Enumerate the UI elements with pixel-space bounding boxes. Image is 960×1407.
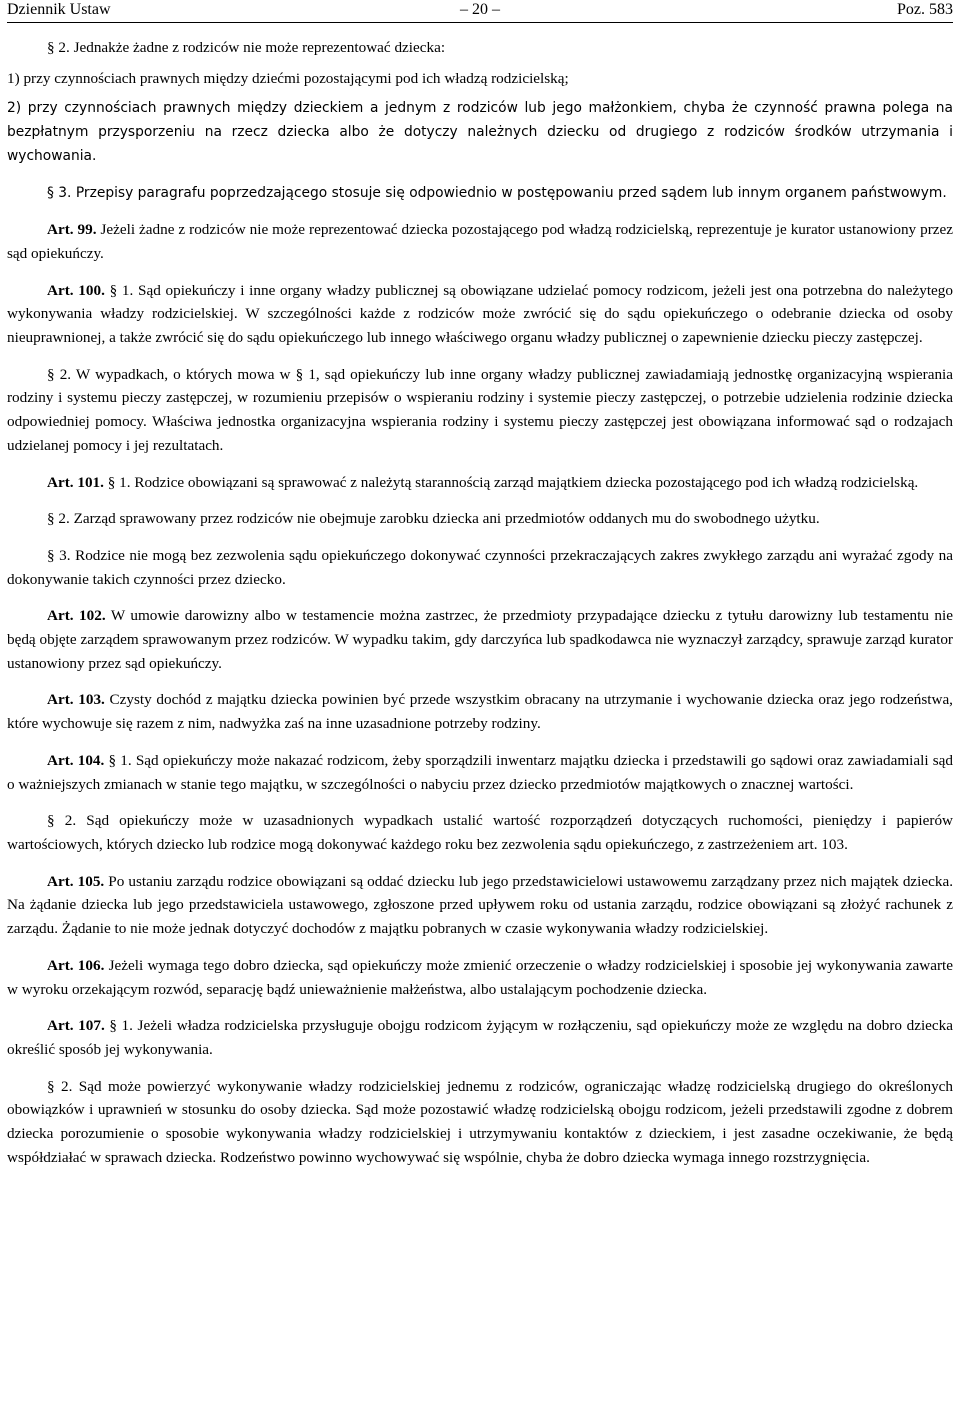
article-107-section-2: [7, 1075, 953, 1170]
list-number: 1): [7, 69, 20, 87]
page-number: – 20 –: [460, 1, 500, 18]
article-text: Jeżeli wymaga tego dobro dziecka, sąd opiekuńczy może zmienić orzeczenie o władzy rodzicielskiej i sposobie jej wykonywania zawarte w wyroku orzekającym rozwód, separację bądź unieważnienie małżeństwa, albo ustalającym pochodzenie dziecka.: [7, 956, 953, 998]
list-item-2: [7, 97, 953, 168]
paragraph-section-3: [7, 182, 953, 206]
article-107: [7, 1014, 953, 1061]
list-item-1: [7, 67, 953, 91]
article-text: Czysty dochód z majątku dziecka powinien być przede wszystkim obracany na utrzymanie i wychowanie dziecka oraz jego rodzeństwa, które wychowuje się razem z nim, nadwyżka zaś na inne uzasadnione potrzeby rodziny.: [7, 691, 953, 733]
article-99: [7, 218, 953, 265]
paragraph-prefix: § 2.: [47, 39, 70, 56]
document-page: [7, 0, 953, 1169]
article-number: Art. 100.: [47, 281, 105, 299]
list-text: przy czynnościach prawnych między dziećmi pozostającymi pod ich władzą rodzicielską;: [19, 69, 569, 87]
article-number: Art. 104.: [47, 751, 105, 769]
paragraph-prefix: § 2.: [47, 365, 72, 383]
article-100: [7, 279, 953, 350]
article-text: § 1. Rodzice obowiązani są sprawować z należytą starannością zarząd majątkiem dziecka pozostającego pod ich władzą rodzicielską.: [103, 473, 919, 491]
paragraph-text: Rodzice nie mogą bez zezwolenia sądu opiekuńczego dokonywać czynności przekraczających zakres zwykłego zarządu ani wyrażać zgody na dokonywanie takich czynności przez dziecko.: [7, 546, 954, 588]
article-text: Po ustaniu zarządu rodzice obowiązani są oddać dziecku lub jego przedstawicielowi ustawowemu zarządzany przez nich majątek dziecka. Na żądanie dziecka lub jego przedstawiciela ustawowego, zgłoszone przed upływem roku od ustania zarządu, rodzice obowiązani są złożyć rachunek z zarządu. Żądanie to nie może jednak dotyczyć dochodów z majątku pobranych w czasie wykonywania władzy rodzicielskiej.: [7, 872, 953, 938]
paragraph-prefix: § 3.: [47, 184, 72, 201]
article-text: § 1. Sąd opiekuńczy i inne organy władzy publicznej są obowiązane udzielać pomocy rodzicom, jeżeli jest ona potrzebna do należytego wykonywania władzy rodzicielskiej. W szczególności każde z rodziców może zwrócić się do sądu opiekuńczego o odebranie dziecka od osoby nieuprawnionej, a także zwrócić się do sądu opiekuńczego lub innego właściwego organu władzy publicznej o zapewnienie dziecku pieczy zastępczej.: [7, 281, 953, 347]
article-105: [7, 870, 953, 941]
article-104: [7, 749, 953, 796]
article-101-section-2: [7, 507, 953, 531]
article-100-section-2: [7, 363, 953, 458]
article-101-section-3: [7, 544, 953, 591]
journal-title: Dziennik Ustaw: [7, 1, 111, 18]
document-body: [7, 36, 953, 1169]
article-number: Art. 102.: [47, 607, 106, 625]
page-header: [7, 0, 953, 22]
paragraph-text: Sąd opiekuńczy może w uzasadnionych wypadkach ustalić wartość rozporządzeń dotyczących ruchomości, pieniędzy i papierów wartościowych, których dziecko lub rodzice mogą dokonywać każdego roku bez zezwolenia sądu opiekuńczego, z zastrzeżeniem art. 103.: [7, 812, 954, 853]
article-number: Art. 101.: [47, 473, 104, 491]
paragraph-prefix: § 2.: [47, 510, 70, 528]
article-number: Art. 105.: [47, 872, 105, 890]
paragraph-text: Sąd może powierzyć wykonywanie władzy rodzicielskiej jednemu z rodziców, ograniczając władzę rodzicielską drugiego do określonych obowiązków i uprawnień w stosunku do osoby dziecka. Sąd może pozostawić władzę rodzicielską obojgu rodzicom, jeżeli przedstawili zgodne z dobrem dziecka porozumienie o sposobie wykonywania władzy rodzicielskiej i utrzymywaniu kontaktów z dzieckiem, i jest zasadne oczekiwanie, że będą współdziałać w sprawach dziecka. Rodzeństwo powinno wychowywać się wspólnie, chyba że dobro dziecka wymaga innego rozstrzygnięcia.: [7, 1077, 953, 1166]
paragraph-text: Zarząd sprawowany przez rodziców nie obejmuje zarobku dziecka ani przedmiotów oddanych mu do swobodnego użytku.: [69, 510, 820, 528]
article-106: [7, 954, 953, 1001]
article-number: Art. 103.: [47, 691, 105, 709]
article-102: [7, 604, 953, 675]
paragraph-prefix: § 3.: [47, 546, 71, 564]
paragraph-section-2: [7, 36, 953, 60]
article-number: Art. 106.: [47, 956, 105, 974]
article-103: [7, 688, 953, 735]
paragraph-text: Jednakże żadne z rodziców nie może reprezentować dziecka:: [69, 39, 446, 56]
article-number: Art. 99.: [47, 221, 97, 239]
article-text: § 1. Sąd opiekuńczy może nakazać rodzicom, żeby sporządzili inwentarz majątku dziecka i przedstawili go sądowi oraz zawiadamiali sąd o ważniejszych zmianach w stanie tego majątku, w szczególności o nabyciu przez dziecko przedmiotów majątkowych o znacznej wartości.: [7, 751, 953, 793]
paragraph-text: W wypadkach, o których mowa w § 1, sąd opiekuńczy lub inne organy władzy publicznej zawiadamiają jednostkę organizacyjną wspierania rodziny i systemu pieczy zastępczej, w rozumieniu przepisów o wspieraniu rodziny i systemie pieczy zastępczej, o potrzebie udzielenia rodzinie dziecka odpowiedniej pomocy. Właściwa jednostka organizacyjna wspierania rodziny i systemu pieczy zastępczej jest obowiązana informować sąd o rodzajach udzielanej pomocy i jej rezultatach.: [7, 365, 954, 454]
article-text: W umowie darowizny albo w testamencie można zastrzec, że przedmioty przypadające dziecku z tytułu darowizny lub testamentu nie będą objęte zarządem sprawowanym przez rodziców. W wypadku takim, gdy darczyńca lub spadkodawca nie wyznaczył zarządcy, sprawuje zarząd kurator ustanowiony przez sąd opiekuńczy.: [7, 607, 953, 672]
article-number: Art. 107.: [47, 1017, 105, 1035]
paragraph-prefix: § 2.: [47, 812, 77, 830]
article-104-section-2: [7, 809, 953, 856]
position-number: Poz. 583: [897, 1, 953, 18]
header-rule: [7, 22, 953, 23]
article-text: Jeżeli żadne z rodziców nie może reprezentować dziecka pozostającego pod władzą rodzicielską, reprezentuje je kurator ustanowiony przez sąd opiekuńczy.: [7, 221, 953, 262]
paragraph-text: Przepisy paragrafu poprzedzającego stosuje się odpowiednio w postępowaniu przed sądem lub innym organem państwowym.: [71, 184, 947, 201]
article-text: § 1. Jeżeli władza rodzicielska przysługuje obojgu rodzicom żyjącym w rozłączeniu, sąd opiekuńczy może ze względu na dobro dziecka określić sposób jej wykonywania.: [7, 1017, 953, 1058]
paragraph-prefix: § 2.: [47, 1077, 73, 1095]
list-text: przy czynnościach prawnych między dzieckiem a jednym z rodziców lub jego małżonkiem, chyba że czynność prawna polega na bezpłatnym przysporzeniu na rzecz dziecka albo że dotyczy należnych dziecku od drugiego z rodziców środków utrzymania i wychowania.: [7, 100, 953, 164]
list-number: 2): [7, 100, 22, 117]
article-101: [7, 471, 953, 495]
